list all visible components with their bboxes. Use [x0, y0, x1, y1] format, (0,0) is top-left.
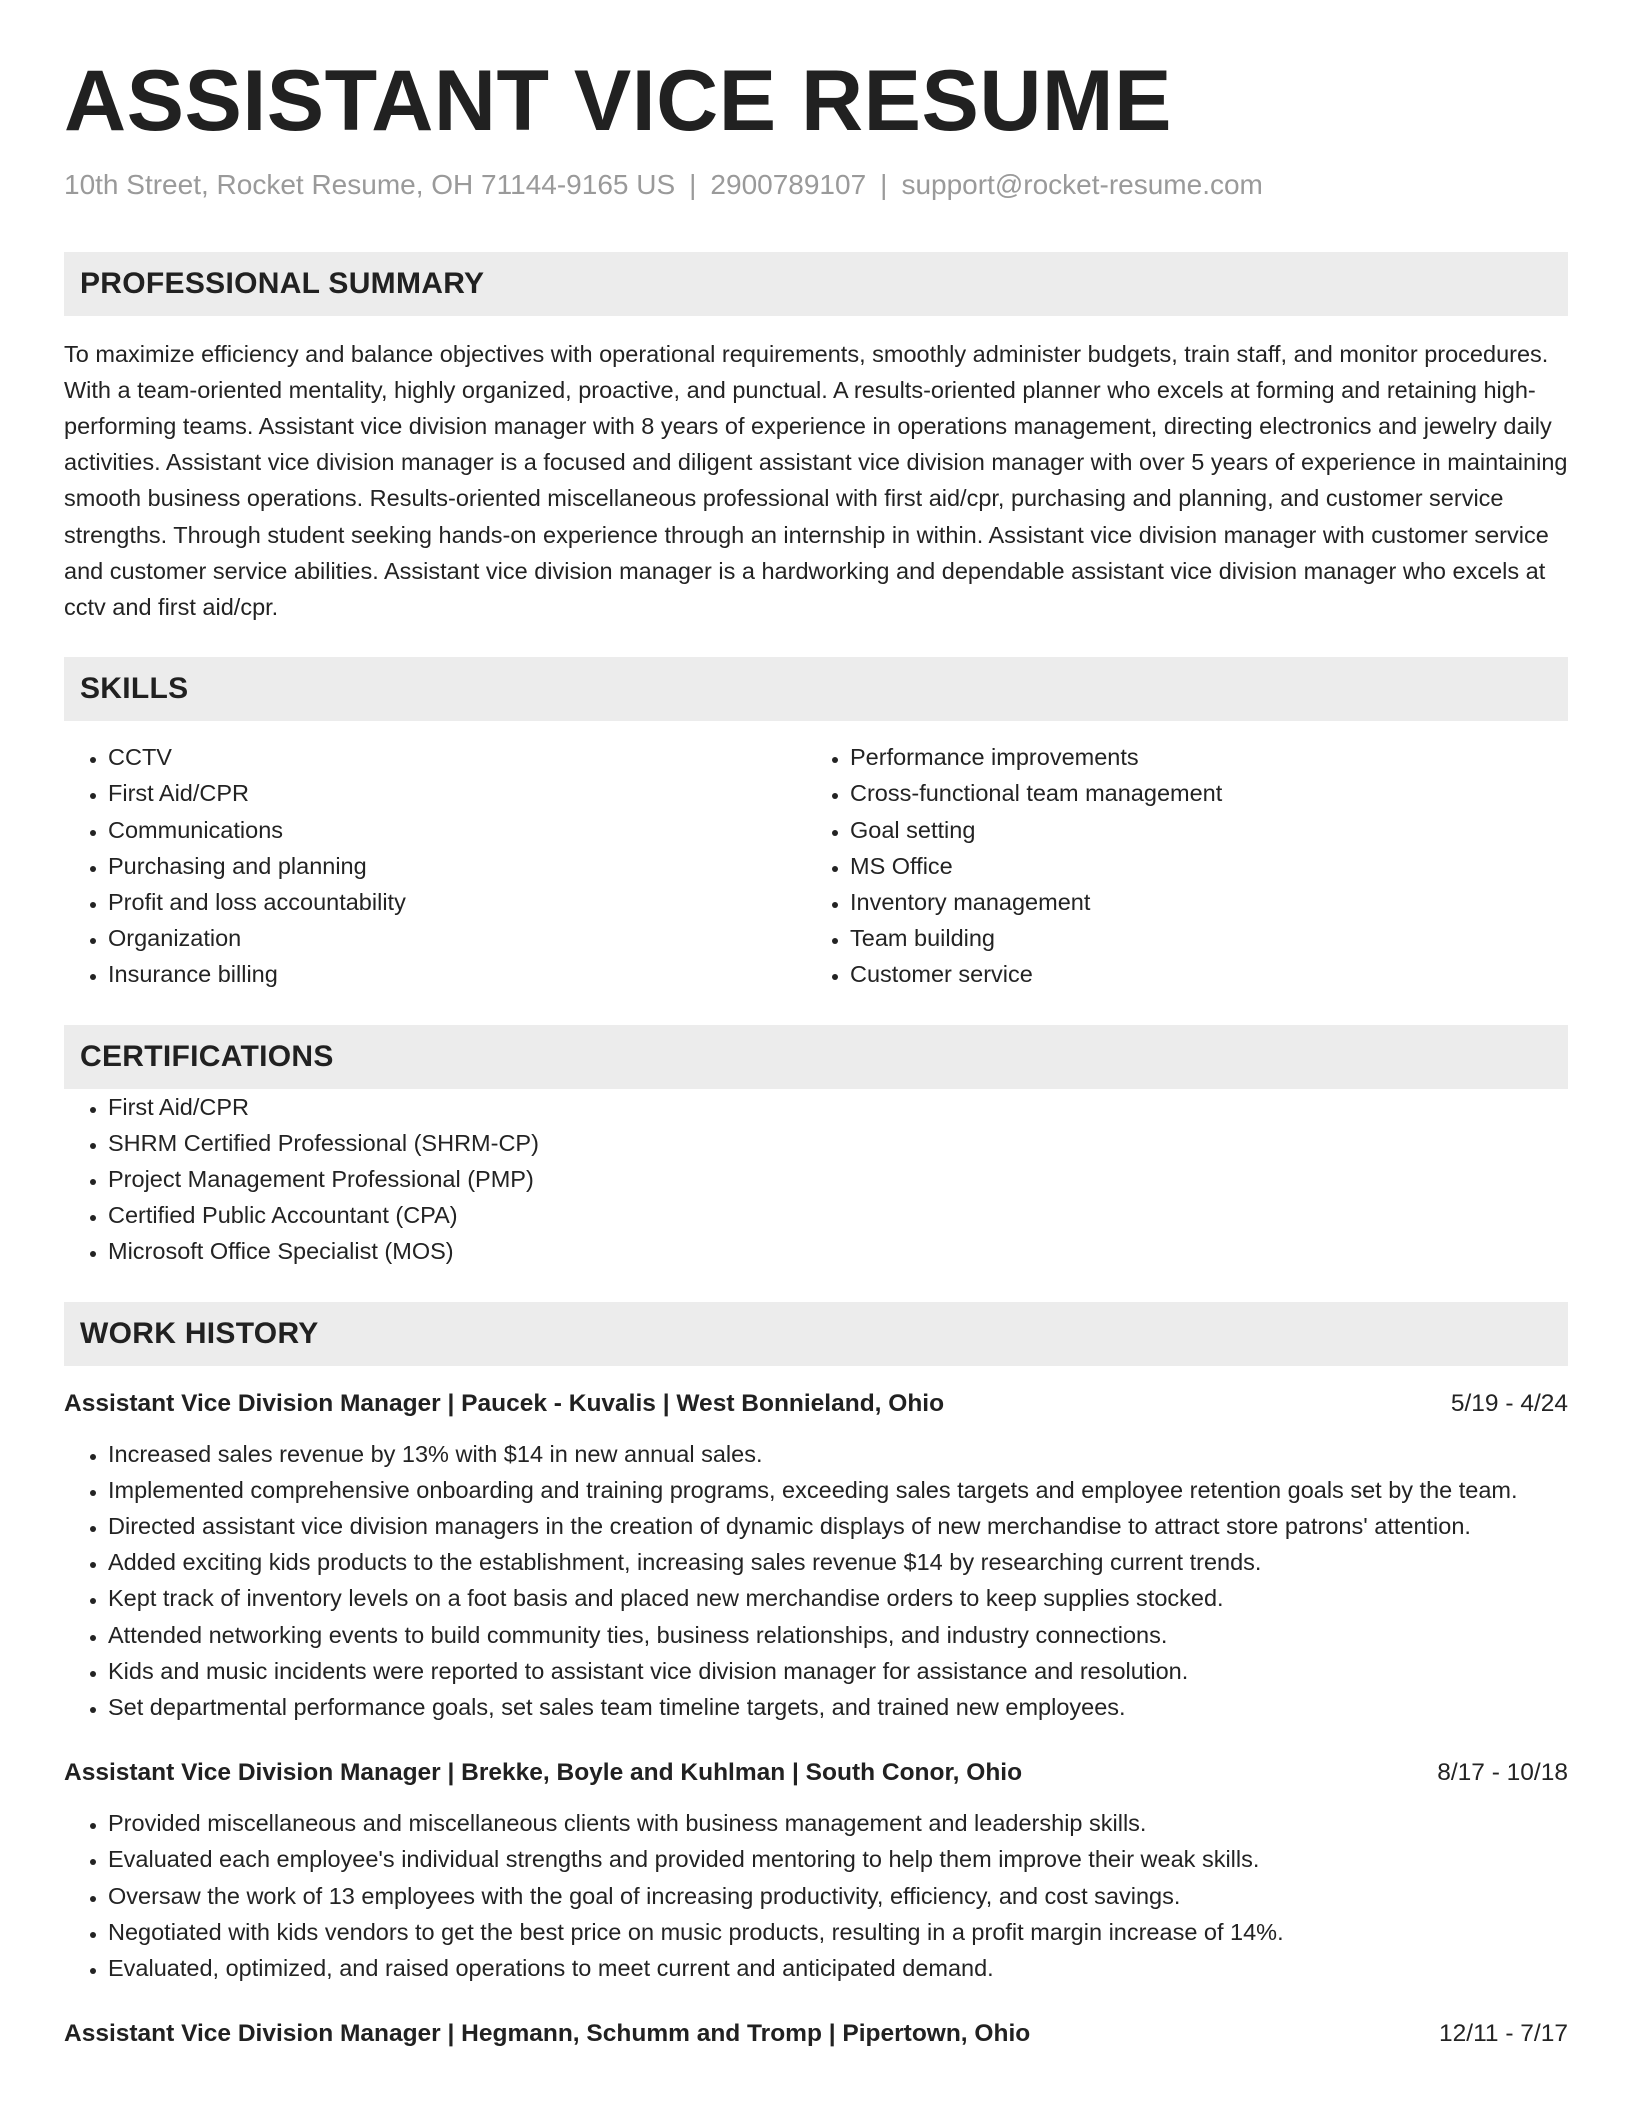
job-bullet: • Oversaw the work of 13 employees with the goal of increasing productivity, efficiency, and cost savings. — [108, 1878, 1568, 1914]
skills-column-left — [64, 739, 806, 992]
certification-item: • SHRM Certified Professional (SHRM-CP) — [108, 1125, 1568, 1161]
job-title: Assistant Vice Division Manager | Hegmann, Schumm and Tromp | Pipertown, Ohio — [64, 2020, 1031, 2048]
resume-content — [64, 53, 1568, 2052]
skill-item: • Insurance billing — [108, 956, 806, 992]
skill-item: • MS Office — [850, 848, 1548, 884]
contact-phone: 2900789107 — [710, 169, 867, 200]
job-bullet: • Kids and music incidents were reported to assistant vice division manager for assistance and resolution. — [108, 1653, 1568, 1689]
job-title: Assistant Vice Division Manager | Brekke, Boyle and Kuhlman | South Conor, Ohio — [64, 1759, 1023, 1787]
job-bullet: • Attended networking events to build community ties, business relationships, and industry connections. — [108, 1617, 1568, 1653]
contact-separator: | — [689, 169, 697, 200]
resume-title: ASSISTANT VICE RESUME — [64, 53, 1172, 149]
skill-item: • First Aid/CPR — [108, 775, 806, 811]
skills-heading: SKILLS — [64, 657, 1568, 721]
job-bullet: • Kept track of inventory levels on a foot basis and placed new merchandise orders to keep supplies stocked. — [108, 1580, 1568, 1616]
job-dates: 12/11 - 7/17 — [1439, 2020, 1568, 2048]
skill-item: • Profit and loss accountability — [108, 884, 806, 920]
job-entry — [64, 2016, 1568, 2052]
job-bullet: • Set departmental performance goals, set sales team timeline targets, and trained new employees. — [108, 1689, 1568, 1725]
skills-grid — [64, 739, 1568, 992]
summary-heading: PROFESSIONAL SUMMARY — [64, 252, 1568, 316]
certification-item: • First Aid/CPR — [108, 1089, 1568, 1125]
certification-item: • Microsoft Office Specialist (MOS) — [108, 1233, 1568, 1269]
job-bullet: • Evaluated, optimized, and raised operations to meet current and anticipated demand. — [108, 1950, 1568, 1986]
certifications-heading: CERTIFICATIONS — [64, 1025, 1568, 1089]
skills-list-right — [806, 739, 1548, 992]
job-bullet: • Increased sales revenue by 13% with $14 in new annual sales. — [108, 1436, 1568, 1472]
skill-item: • Team building — [850, 920, 1548, 956]
job-bullets — [64, 1805, 1568, 1986]
certification-item: • Certified Public Accountant (CPA) — [108, 1197, 1568, 1233]
job-bullet: • Added exciting kids products to the establishment, increasing sales revenue $14 by researching current trends. — [108, 1544, 1568, 1580]
contact-line — [64, 168, 1568, 202]
contact-email: support@rocket-resume.com — [901, 169, 1263, 200]
job-bullets — [64, 1436, 1568, 1726]
job-title: Assistant Vice Division Manager | Paucek - Kuvalis | West Bonnieland, Ohio — [64, 1389, 945, 1417]
job-bullet: • Provided miscellaneous and miscellaneous clients with business management and leadership skills. — [108, 1805, 1568, 1841]
work-history-heading: WORK HISTORY — [64, 1302, 1568, 1366]
certifications-list — [64, 1089, 1568, 1270]
summary-text: To maximize efficiency and balance objectives with operational requirements, smoothly administer budgets, train staff, and monitor procedures. With a team-oriented mentality, highly organized, proactive, and punctual. A results-oriented planner who excels at forming and retaining high-performing teams. Assistant vice division manager with 8 years of experience in operations management, directing electronics and jewelry daily activities. Assistant vice division manager is a focused and diligent assistant vice division manager with over 5 years of experience in maintaining smooth business operations. Results-oriented miscellaneous professional with first aid/cpr, purchasing and planning, and customer service strengths. Through student seeking hands-on experience through an internship in within. Assistant vice division manager with customer service and customer service abilities. Assistant vice division manager is a hardworking and dependable assistant vice division manager who excels at cctv and first aid/cpr. — [64, 340, 1568, 621]
job-title-row — [64, 1755, 1568, 1791]
skill-item: • Performance improvements — [850, 739, 1548, 775]
skills-list-left — [64, 739, 806, 992]
skill-item: • Customer service — [850, 956, 1548, 992]
skill-item: • Communications — [108, 812, 806, 848]
certification-item: • Project Management Professional (PMP) — [108, 1161, 1568, 1197]
skill-item: • Organization — [108, 920, 806, 956]
job-dates: 8/17 - 10/18 — [1437, 1759, 1568, 1787]
skill-item: • Goal setting — [850, 812, 1548, 848]
job-bullet: • Evaluated each employee's individual strengths and provided mentoring to help them improve their weak skills. — [108, 1841, 1568, 1877]
job-bullet: • Directed assistant vice division managers in the creation of dynamic displays of new merchandise to attract store patrons' attention. — [108, 1508, 1568, 1544]
job-dates: 5/19 - 4/24 — [1450, 1389, 1568, 1417]
job-title-row — [64, 1386, 1568, 1422]
skill-item: • Inventory management — [850, 884, 1548, 920]
skills-column-right — [806, 739, 1548, 992]
skill-item: • CCTV — [108, 739, 806, 775]
job-bullet: • Negotiated with kids vendors to get the best price on music products, resulting in a profit margin increase of 14%. — [108, 1914, 1568, 1950]
job-entry — [64, 1755, 1568, 1986]
skill-item: • Cross-functional team management — [850, 775, 1548, 811]
job-entry — [64, 1386, 1568, 1726]
job-bullet: • Implemented comprehensive onboarding and training programs, exceeding sales targets and employee retention goals set by the team. — [108, 1472, 1568, 1508]
job-title-row — [64, 2016, 1568, 2052]
skill-item: • Purchasing and planning — [108, 848, 806, 884]
contact-address: 10th Street, Rocket Resume, OH 71144-9165 US — [64, 169, 676, 200]
contact-separator: | — [880, 169, 888, 200]
